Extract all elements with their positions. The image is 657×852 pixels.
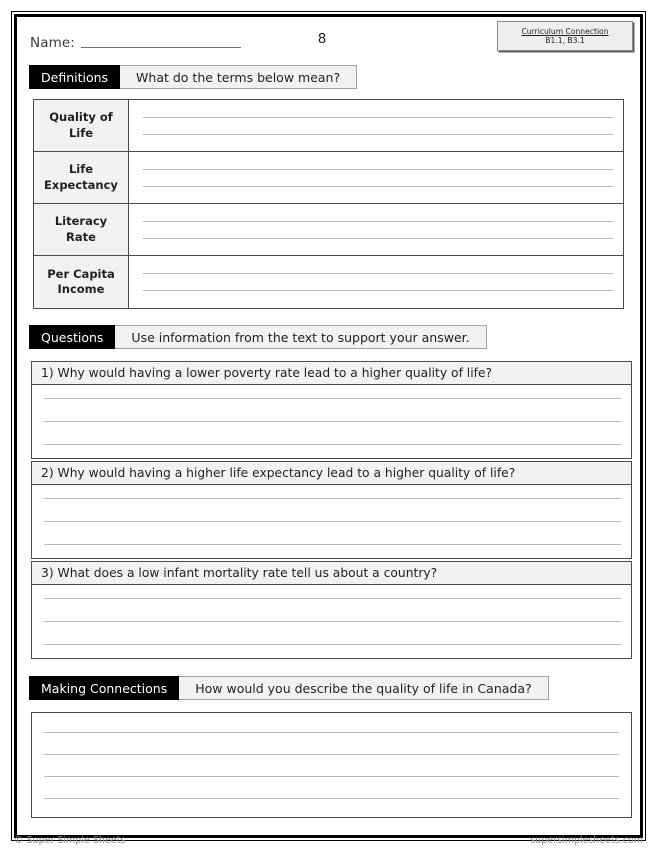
name-field-row xyxy=(30,30,450,56)
making-connections-answer-box[interactable] xyxy=(31,712,632,818)
curriculum-connection-box xyxy=(497,21,633,51)
write-line[interactable] xyxy=(44,754,619,755)
definitions-section-header xyxy=(29,65,357,89)
write-line[interactable] xyxy=(44,498,621,499)
name-label: Name: xyxy=(30,35,75,51)
write-line[interactable] xyxy=(44,621,621,622)
questions-tag: Questions xyxy=(29,325,115,349)
page-footer xyxy=(14,835,643,846)
definition-term-label: Literacy Rate xyxy=(34,204,129,255)
definitions-table xyxy=(33,99,624,309)
definitions-prompt: What do the terms below mean? xyxy=(120,65,357,89)
footer-website: supersimplesheets.com xyxy=(530,835,643,846)
curriculum-connection-codes: B1.1, B3.1 xyxy=(545,36,585,45)
definition-row xyxy=(34,100,623,152)
write-line[interactable] xyxy=(44,598,621,599)
write-line[interactable] xyxy=(143,238,613,239)
question-block xyxy=(31,361,632,459)
write-line[interactable] xyxy=(143,169,613,170)
definition-row xyxy=(34,152,623,204)
questions-prompt: Use information from the text to support your answer. xyxy=(115,325,486,349)
write-line[interactable] xyxy=(44,398,621,399)
write-line[interactable] xyxy=(143,134,613,135)
definition-answer-area[interactable] xyxy=(129,152,623,203)
making-connections-section-header xyxy=(29,676,549,700)
write-line[interactable] xyxy=(143,273,613,274)
definition-answer-area[interactable] xyxy=(129,204,623,255)
write-line[interactable] xyxy=(143,186,613,187)
question-text: 1) Why would having a lower poverty rate lead to a higher quality of life? xyxy=(32,362,631,385)
questions-section-header xyxy=(29,325,487,349)
write-line[interactable] xyxy=(44,732,619,733)
write-line[interactable] xyxy=(44,776,619,777)
curriculum-connection-title: Curriculum Connection xyxy=(521,26,609,36)
definition-term-label: Life Expectancy xyxy=(34,152,129,203)
definitions-tag: Definitions xyxy=(29,65,120,89)
question-block xyxy=(31,561,632,659)
write-line[interactable] xyxy=(143,117,613,118)
footer-copyright: © Super Simple Sheets xyxy=(14,835,126,846)
write-line[interactable] xyxy=(143,221,613,222)
definition-row xyxy=(34,204,623,256)
question-block xyxy=(31,461,632,559)
write-line[interactable] xyxy=(44,521,621,522)
definition-term-label: Quality of Life xyxy=(34,100,129,151)
making-connections-prompt: How would you describe the quality of life in Canada? xyxy=(179,676,548,700)
name-write-line[interactable] xyxy=(81,47,241,48)
write-line[interactable] xyxy=(143,290,613,291)
write-line[interactable] xyxy=(44,544,621,545)
write-line[interactable] xyxy=(44,644,621,645)
definition-answer-area[interactable] xyxy=(129,256,623,308)
write-line[interactable] xyxy=(44,798,619,799)
question-text: 3) What does a low infant mortality rate tell us about a country? xyxy=(32,562,631,585)
write-line[interactable] xyxy=(44,444,621,445)
definition-term-label: Per Capita Income xyxy=(34,256,129,308)
definition-answer-area[interactable] xyxy=(129,100,623,151)
question-answer-area[interactable] xyxy=(32,385,631,458)
write-line[interactable] xyxy=(44,421,621,422)
question-text: 2) Why would having a higher life expectancy lead to a higher quality of life? xyxy=(32,462,631,485)
definition-row xyxy=(34,256,623,308)
page-number: 8 xyxy=(317,31,327,47)
question-answer-area[interactable] xyxy=(32,585,631,658)
making-connections-tag: Making Connections xyxy=(29,676,179,700)
question-answer-area[interactable] xyxy=(32,485,631,558)
